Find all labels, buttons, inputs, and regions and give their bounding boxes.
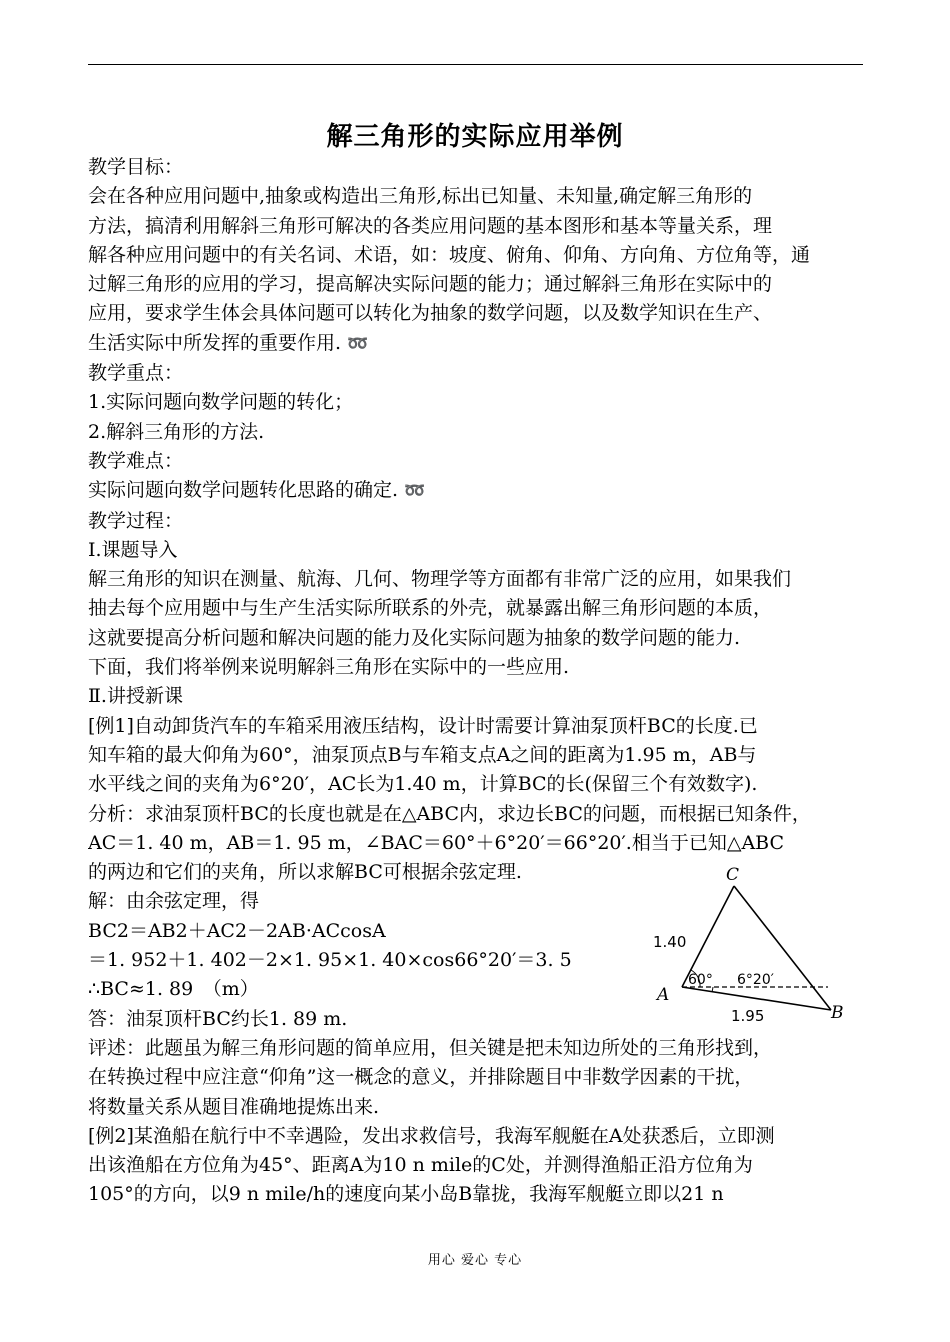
focus-heading: 教学重点： [88,362,184,385]
section-heading: Ⅰ.课题导入 [88,538,178,561]
analysis-line: 的两边和它们的夹角，所以求解BC可根据余弦定理. [88,861,522,884]
comment-line: 在转换过程中应注意“仰角”这一概念的意义，并排除题目中非数学因素的干扰， [88,1066,754,1089]
vertex-a-label: A [657,985,670,1005]
scroll-icon: ➿ [347,333,369,354]
comment-line: 将数量关系从题目准确地提炼出来. [88,1095,380,1118]
scroll-icon: ➿ [404,481,426,502]
difficulty-heading: 教学难点： [88,449,184,472]
goal-line: 方法，搞清利用解斜三角形可解决的各类应用问题的基本图形和基本等量关系，理 [88,214,773,237]
comment-line: 评述：此题虽为解三角形问题的简单应用，但关键是把未知边所处的三角形找到， [88,1036,773,1059]
goal-heading: 教学目标： [88,156,184,178]
intro-line: 解三角形的知识在测量、航海、几何、物理学等方面都有非常广泛的应用，如果我们 [88,568,792,591]
side-ac-label: 1.40 [653,933,687,951]
goal-line: 应用，要求学生体会具体问题可以转化为抽象的数学问题，以及数学知识在生产、 [88,302,773,325]
example-line: 知车箱的最大仰角为60°，油泵顶点B与车箱支点A之间的距离为1.95 m，AB与 [88,743,757,766]
example-line: 出该渔船在方位角为45°、距离A为10 n mile的C处，并测得渔船正沿方位角为 [88,1154,753,1177]
solution-line: ∴BC≈1. 89 （m） [88,978,259,1001]
goal-line: 过解三角形的应用的学习，提高解决实际问题的能力；通过解斜三角形在实际中的 [88,273,773,296]
intro-line: 这就要提高分析问题和解决问题的能力及化实际问题为抽象的数学问题的能力. [88,626,741,649]
intro-line: 抽去每个应用题中与生产生活实际所联系的外壳，就暴露出解三角形问题的本质， [88,597,773,620]
analysis-line: 分析：求油泵顶杆BC的长度也就是在△ABC内，求边长BC的问题，而根据已知条件， [88,802,811,825]
process-heading: 教学过程： [88,509,184,532]
solution-line: ＝1. 952＋1. 402－2×1. 95×1. 40×cos66°20′＝3. 5 [88,949,572,972]
analysis-line: AC＝1. 40 m，AB＝1. 95 m，∠BAC＝60°＋6°20′＝66°20′.相当于已知△ABC [88,831,785,854]
angle-6-20-label: 6°20′ [737,972,774,988]
goal-line-last: 生活实际中所发挥的重要作用. ➿ [88,331,369,354]
goal-line: 会在各种应用问题中,抽象或构造出三角形,标出已知量、未知量,确定解三角形的 [88,185,753,208]
goal-line: 解各种应用问题中的有关名词、术语，如：坡度、俯角、仰角、方向角、方位角等，通 [88,243,811,266]
header-rule [88,64,863,65]
angle-60-label: 60° [688,972,713,988]
intro-line: 下面，我们将举例来说明解斜三角形在实际中的一些应用. [88,656,570,679]
example-line: 105°的方向，以9 n mile/h的速度向某小岛B靠拢，我海军舰艇立即以21 n [88,1183,724,1206]
solution-line: 解：由余弦定理，得 [88,890,260,913]
difficulty-line: 实际问题向数学问题转化思路的确定. ➿ [88,479,426,502]
document-body [88,153,873,1210]
section-heading: Ⅱ.讲授新课 [88,685,183,708]
example-line: [例2]某渔船在航行中不幸遇险，发出求救信号，我海军舰艇在A处获悉后，立即测 [88,1124,775,1147]
solution-line: BC2＝AB2＋AC2－2AB·ACcosA [88,919,386,942]
vertex-b-label: B [831,1003,844,1023]
side-cb [734,886,831,1010]
focus-item: 1.实际问题向数学问题的转化； [88,391,354,414]
example-line: [例1]自动卸货汽车的车箱采用液压结构，设计时需要计算油泵顶杆BC的长度.已 [88,714,758,737]
page-title: 解三角形的实际应用举例 [326,122,624,152]
example-line: 水平线之间的夹角为6°20′，AC长为1.40 m，计算BC的长(保留三个有效数字). [88,773,758,796]
focus-item: 2.解斜三角形的方法. [88,420,265,443]
triangle-diagram [645,860,865,1025]
vertex-c-label: C [726,865,740,885]
side-ab-label: 1.95 [731,1007,765,1025]
page-footer: 用心 爱心 专心 [427,1253,523,1268]
answer-line: 答：油泵顶杆BC约长1. 89 m. [88,1007,348,1030]
